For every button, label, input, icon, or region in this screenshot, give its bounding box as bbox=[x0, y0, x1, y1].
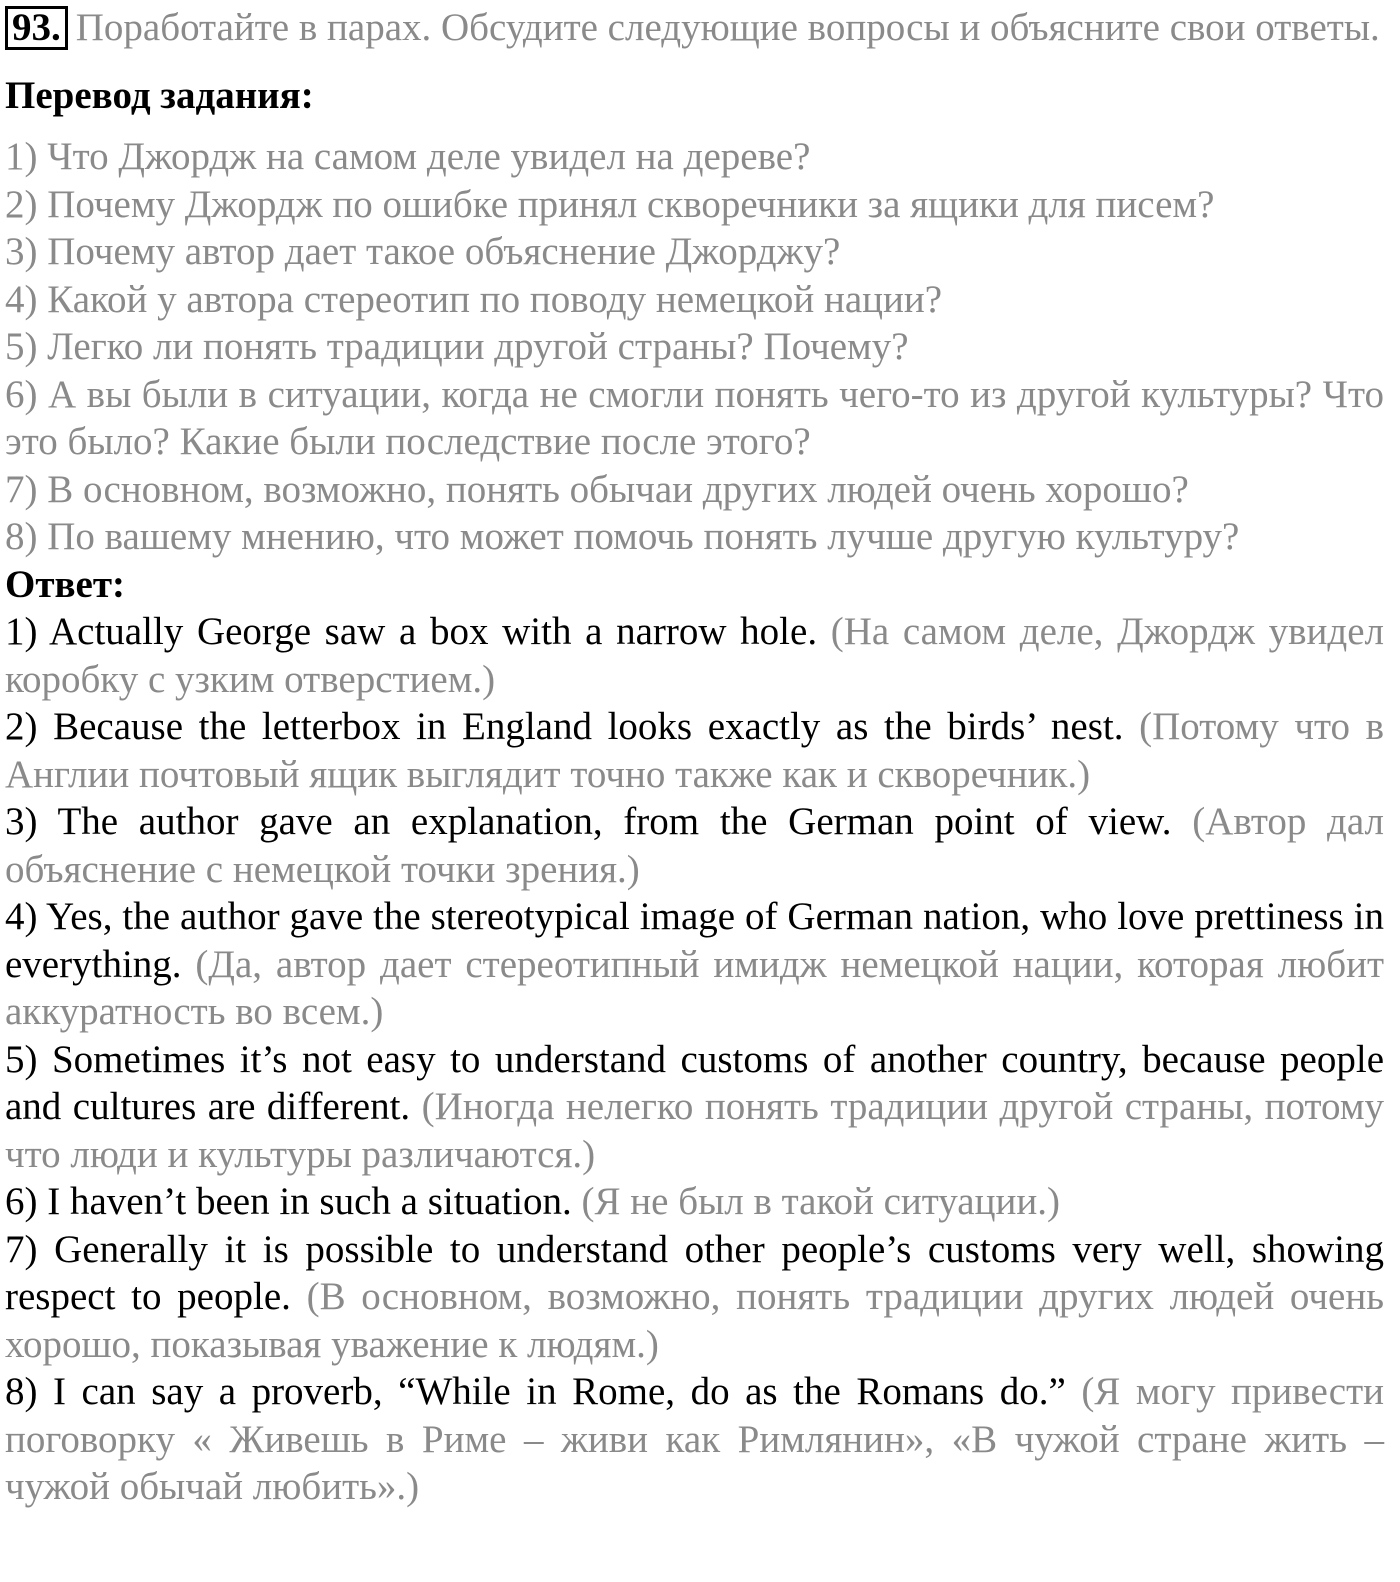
question-item: 6) А вы были в ситуации, когда не смогли понять чего-то из другой культуры? Что это было? Какие были последствие после этого? bbox=[5, 372, 1384, 463]
answer-item bbox=[5, 608, 1384, 703]
answer-russian: (Потому что в Англии почтовый ящик выглядит точно также как и скворечник.) bbox=[5, 705, 1384, 796]
answer-item bbox=[5, 1178, 1384, 1226]
answers-list bbox=[5, 608, 1384, 1511]
answer-russian: (Я могу привести поговорку « Живешь в Риме – живи как Римлянин», «В чужой стране жить – чужой обычай любить».) bbox=[5, 1370, 1384, 1508]
answer-item bbox=[5, 798, 1384, 893]
answer-english: 5) Sometimes it’s not easy to understand customs of another country, because people and cultures are different. bbox=[5, 1037, 1384, 1128]
answer-item bbox=[5, 893, 1384, 1036]
answer-russian: (На самом деле, Джордж увидел коробку с узким отверстием.) bbox=[5, 610, 1385, 701]
answer-item bbox=[5, 703, 1384, 798]
answer-russian: (Я не был в такой ситуации.) bbox=[581, 1180, 1060, 1223]
answer-russian: (Автор дал объяснение с немецкой точки зрения.) bbox=[5, 800, 1384, 891]
answer-item bbox=[5, 1368, 1384, 1511]
question-item: 7) В основном, возможно, понять обычаи других людей очень хорошо? bbox=[5, 467, 1189, 511]
answer-english: 6) I haven’t been in such a situation. bbox=[5, 1180, 572, 1223]
task-statement bbox=[5, 4, 1384, 52]
question-item: 1) Что Джордж на самом деле увидел на дереве? bbox=[5, 135, 811, 178]
answer-english: 7) Generally it is possible to understand other people’s customs very well, showing respect to people. bbox=[5, 1227, 1384, 1318]
answer-heading: Ответ: bbox=[5, 562, 126, 606]
answer-english: 4) Yes, the author gave the stereotypical image of German nation, who love prettiness in everything. bbox=[5, 895, 1384, 986]
question-item: 2) Почему Джордж по ошибке принял скворечники за ящики для писем? bbox=[5, 182, 1215, 226]
answer-russian: (Иногда нелегко понять традиции другой страны, потому что люди и культуры различаются.) bbox=[5, 1085, 1384, 1176]
task-number-badge: 93. bbox=[5, 6, 68, 50]
answer-item bbox=[5, 1226, 1384, 1369]
task-text: Поработайте в парах. Обсудите следующие вопросы и объясните свои ответы. bbox=[75, 6, 1380, 49]
question-item: 3) Почему автор дает такое объяснение Джорджу? bbox=[5, 230, 841, 273]
question-item: 4) Какой у автора стереотип по поводу немецкой нации? bbox=[5, 277, 943, 321]
answer-english: 8) I can say a proverb, “While in Rome, do as the Romans do.” bbox=[5, 1370, 1066, 1413]
answer-english: 2) Because the letterbox in England looks exactly as the birds’ nest. bbox=[5, 705, 1124, 748]
answer-item bbox=[5, 1036, 1384, 1179]
translation-heading: Перевод задания: bbox=[5, 73, 314, 117]
questions-list bbox=[5, 133, 1384, 561]
answer-russian: (В основном, возможно, понять традиции других людей очень хорошо, показывая уважение к людям.) bbox=[5, 1275, 1384, 1366]
question-item: 8) По вашему мнению, что может помочь понять лучше другую культуру? bbox=[5, 515, 1240, 558]
answer-russian: (Да, автор дает стереотипный имидж немецкой нации, которая любит аккуратность во всем.) bbox=[5, 942, 1385, 1033]
question-item: 5) Легко ли понять традиции другой страны? Почему? bbox=[5, 325, 909, 368]
answer-english: 1) Actually George saw a box with a narrow hole. bbox=[5, 610, 818, 653]
answer-english: 3) The author gave an explanation, from the German point of view. bbox=[5, 800, 1172, 843]
